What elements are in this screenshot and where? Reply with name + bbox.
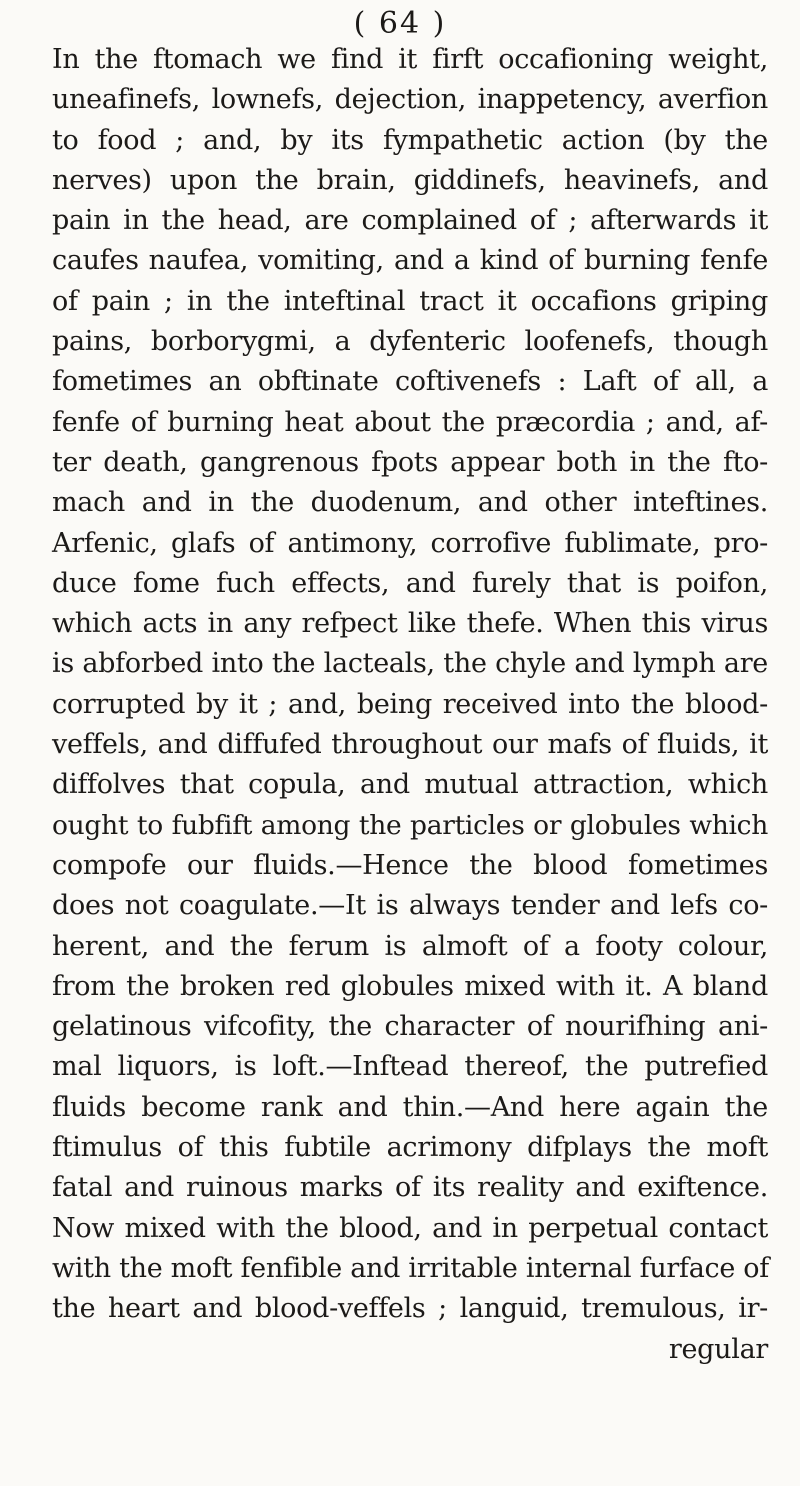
text-line: fluids become rank and thin.—And here again the bbox=[52, 1091, 768, 1123]
text-line: gelatinous vifcofity, the character of nourifhing ani- bbox=[52, 1011, 768, 1043]
text-line: Now mixed with the blood, and in perpetual contact bbox=[52, 1212, 768, 1244]
body-text bbox=[52, 40, 768, 1370]
text-line: fometimes an obftinate coftivenefs : Laft of all, a bbox=[52, 366, 768, 398]
text-line: herent, and the ferum is almoft of a footy colour, bbox=[52, 930, 768, 962]
text-line: corrupted by it ; and, being received into the blood- bbox=[52, 688, 768, 720]
text-line: diffolves that copula, and mutual attraction, which bbox=[52, 769, 768, 801]
text-line: is abforbed into the lacteals, the chyle and lymph are bbox=[52, 648, 768, 680]
text-line: mal liquors, is loft.—Inftead thereof, the putrefied bbox=[52, 1051, 768, 1083]
text-line: ought to fubfift among the particles or globules which bbox=[52, 809, 768, 841]
text-line: the heart and blood-veffels ; languid, tremulous, ir- bbox=[52, 1293, 768, 1325]
text-line: In the ftomach we find it firft occafioning weight, bbox=[52, 44, 768, 75]
text-line: regular bbox=[668, 1333, 768, 1365]
text-line: uneafinefs, lownefs, dejection, inappetency, averfion bbox=[52, 84, 768, 116]
text-line: nerves) upon the brain, giddinefs, heavinefs, and bbox=[52, 164, 768, 196]
text-line: veffels, and diffufed throughout our mafs of fluids, it bbox=[52, 729, 768, 761]
text-line: of pain ; in the inteftinal tract it occafions griping bbox=[52, 285, 768, 317]
text-line: caufes naufea, vomiting, and a kind of burning fenfe bbox=[52, 245, 768, 277]
text-line: mach and in the duodenum, and other inteftines. bbox=[52, 487, 768, 519]
text-line: Arfenic, glafs of antimony, corrofive fublimate, pro- bbox=[52, 527, 768, 559]
text-line: from the broken red globules mixed with it. A bland bbox=[52, 970, 768, 1002]
text-line: with the moft fenfible and irritable internal furface of bbox=[52, 1252, 769, 1284]
text-line: pains, borborygmi, a dyfenteric loofenefs, though bbox=[52, 326, 768, 358]
text-line: does not coagulate.—It is always tender and lefs co- bbox=[52, 890, 768, 922]
text-line: to food ; and, by its fympathetic action (by the bbox=[52, 124, 768, 156]
text-line: ter death, gangrenous fpots appear both in the fto- bbox=[52, 446, 768, 478]
text-line: which acts in any refpect like thefe. When this virus bbox=[52, 608, 768, 640]
text-line: fatal and ruinous marks of its reality and exiftence. bbox=[52, 1172, 768, 1204]
text-line: duce fome fuch effects, and furely that is poifon, bbox=[52, 567, 768, 599]
text-line: pain in the head, are complained of ; afterwards it bbox=[52, 205, 768, 237]
page-number: ( 64 ) bbox=[353, 6, 447, 41]
text-line: fenfe of burning heat about the præcordia ; and, af- bbox=[52, 406, 768, 438]
text-line: ftimulus of this fubtile acrimony difplays the moft bbox=[52, 1132, 768, 1164]
text-line: compofe our fluids.—Hence the blood fometimes bbox=[52, 849, 768, 881]
